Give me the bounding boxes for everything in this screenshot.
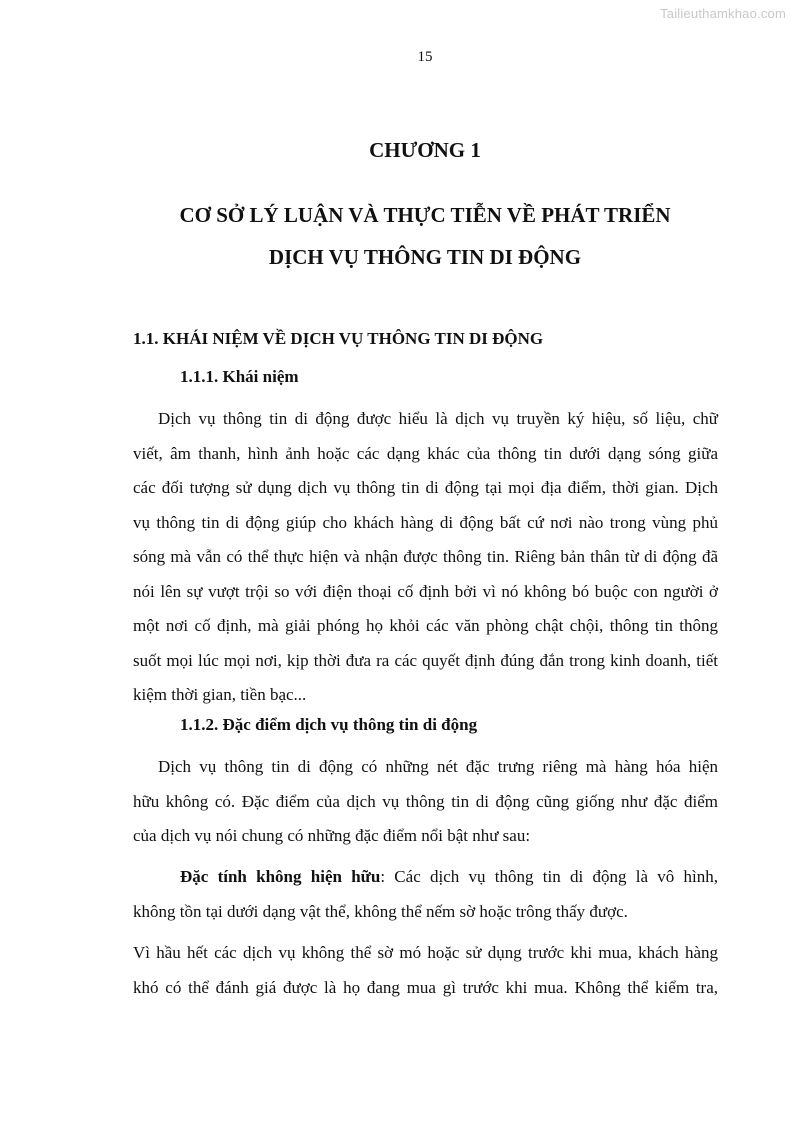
paragraph-definition [133, 402, 718, 713]
text-line: suốt mọi lúc mọi nơi, kịp thời đưa ra các quyết định đúng đắn trong kinh doanh, tiết [133, 650, 718, 670]
text-line: kiệm thời gian, tiền bạc... [133, 685, 307, 704]
text-line: viết, âm thanh, hình ảnh hoặc các dạng khác của thông tin dưới dạng sóng giữa [133, 443, 718, 463]
text-line: Dịch vụ thông tin di động được hiểu là dịch vụ truyền ký hiệu, số liệu, chữ [158, 409, 718, 428]
page-number: 15 [417, 49, 433, 65]
text-line: một nơi cố định, mà giải phóng họ khỏi các văn phòng chật chội, thông tin thông [133, 616, 718, 635]
section-heading-1-1-2: 1.1.2. Đặc điểm dịch vụ thông tin di động [180, 715, 478, 734]
text-line: nói lên sự vượt trội so với điện thoại cố định bởi vì nó không bó buộc con người ở [133, 581, 718, 601]
text-line: khó có thể đánh giá được là họ đang mua gì trước khi mua. Không thể kiểm tra, [133, 977, 718, 997]
text-line: không tồn tại dưới dạng vật thể, không thể nếm sờ hoặc trông thấy được. [133, 901, 628, 921]
text-line [133, 860, 718, 895]
section-heading-1-1-1: 1.1.1. Khái niệm [180, 367, 299, 386]
paragraph-intangibility [133, 860, 718, 929]
text-line: Dịch vụ thông tin di động có những nét đặc trưng riêng mà hàng hóa hiện [158, 757, 718, 776]
text-line: Vì hầu hết các dịch vụ không thể sờ mó hoặc sử dụng trước khi mua, khách hàng [133, 943, 718, 962]
text-line: sóng mà vẫn có thể thực hiện và nhận được thông tin. Riêng bản thân từ di động đã [133, 547, 718, 566]
section-heading-1-1: 1.1. KHÁI NIỆM VỀ DỊCH VỤ THÔNG TIN DI ĐỘNG [133, 329, 544, 348]
chapter-title-line-2: DỊCH VỤ THÔNG TIN DI ĐỘNG [268, 245, 582, 269]
paragraph-characteristics [133, 750, 718, 854]
text-line: vụ thông tin di động giúp cho khách hàng di động bất cứ nơi nào trong vùng phủ [133, 512, 718, 532]
paragraph-intangibility-detail [133, 936, 718, 1005]
chapter-title-line-1: CƠ SỞ LÝ LUẬN VÀ THỰC TIỄN VỀ PHÁT TRIỂN [179, 203, 671, 227]
watermark: Tailieuthamkhao.com [660, 6, 786, 21]
text-line: của dịch vụ nói chung có những đặc điểm nổi bật như sau: [133, 826, 531, 845]
bold-term: Đặc tính không hiện hữu [180, 867, 381, 886]
chapter-heading: CHƯƠNG 1 [369, 138, 481, 162]
text-line: các đối tượng sử dụng dịch vụ thông tin di động tại mọi địa điểm, thời gian. Dịch [133, 478, 718, 497]
text-run: : Các dịch vụ thông tin di động là vô hình, [380, 867, 718, 886]
text-line: hữu không có. Đặc điểm của dịch vụ thông tin di động cũng giống như đặc điểm [133, 791, 718, 811]
